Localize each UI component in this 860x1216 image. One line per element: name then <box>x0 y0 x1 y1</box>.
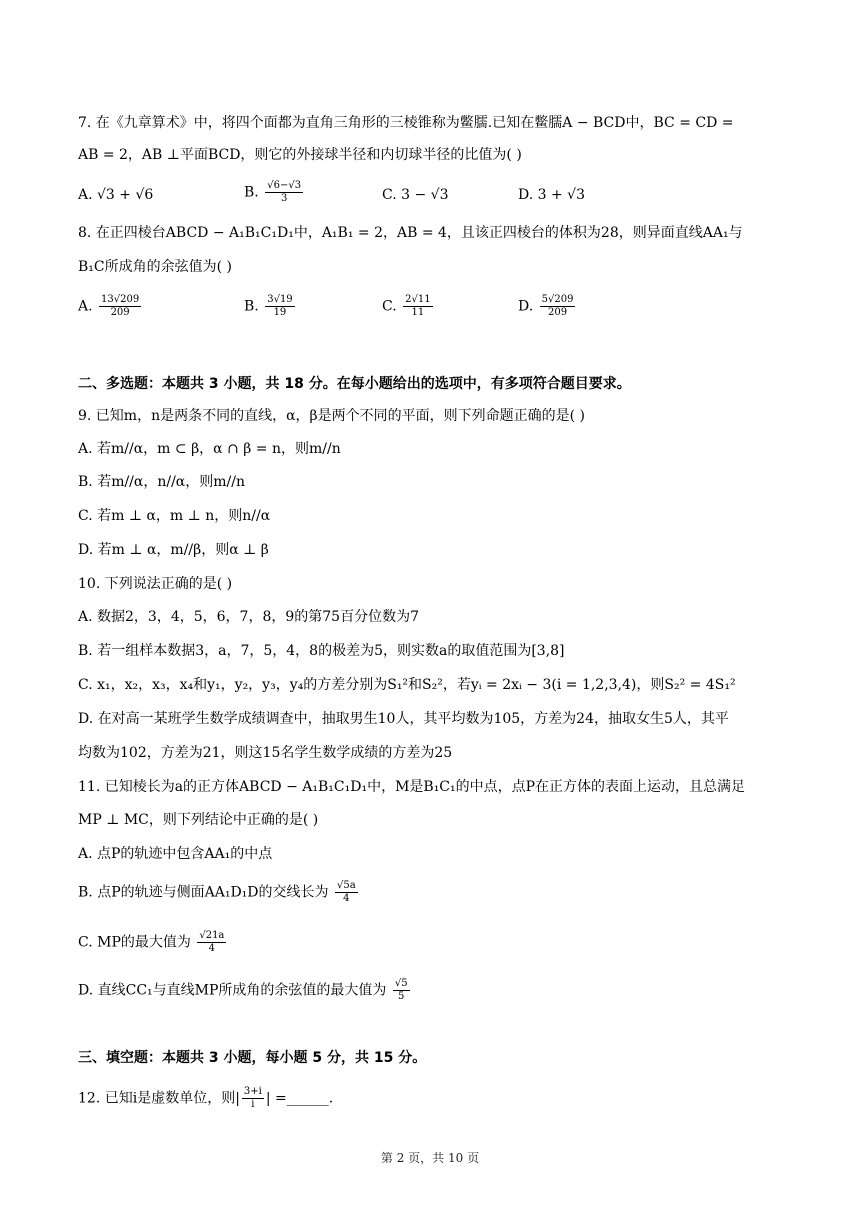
q9-option-b: B. 若m//α，n//α，则m//n <box>78 474 245 490</box>
section-heading-multiple-choice: 二、多选题：本题共 3 小题，共 18 分。在每小题给出的选项中，有多项符合题目要求。 <box>78 376 631 392</box>
fraction-numerator: 2√11 <box>405 294 431 305</box>
fraction-numerator: √5 <box>394 978 408 989</box>
q9-stem: 9. 已知m，n是两条不同的直线，α，β是两个不同的平面，则下列命题正确的是( ) <box>78 408 586 424</box>
fraction-numerator: 3+i <box>243 1086 262 1097</box>
q10-option-c: C. x₁，x₂，x₃，x₄和y₁，y₂，y₃，y₄的方差分别为S₁²和S₂²，若yᵢ = 2xᵢ − 3(i = 1,2,3,4)，则S₂² = 4S₁² <box>78 677 736 693</box>
q10-option-a: A. 数据2，3，4，5，6，7，8，9的第75百分位数为7 <box>78 609 419 625</box>
q7-option-b-fraction <box>265 180 303 205</box>
q11-option-c-fraction <box>197 930 226 955</box>
q8-stem-line2: B₁C所成角的余弦值为( ) <box>78 259 232 275</box>
q10-stem: 10. 下列说法正确的是( ) <box>78 576 233 592</box>
page-number: 第 2 页，共 10 页 <box>380 1151 480 1165</box>
q7-stem-line2: AB = 2，AB ⊥平面BCD，则它的外接球半径和内切球半径的比值为( ) <box>78 147 522 163</box>
fraction-denominator: 5 <box>398 991 405 1002</box>
fraction-numerator: √5a <box>336 880 356 891</box>
q8-option-d-label: D. <box>518 298 534 315</box>
q9-option-a: A. 若m//α，m ⊂ β，α ∩ β = n，则m//n <box>78 441 341 457</box>
q8-option-b <box>244 294 297 319</box>
q8-option-c-label: C. <box>382 298 397 315</box>
q8-option-a-fraction <box>99 294 141 319</box>
q8-option-a <box>78 294 143 319</box>
fraction-denominator: 4 <box>208 943 216 954</box>
fraction-denominator: 209 <box>548 307 568 318</box>
q7-option-a: A. √3 + √6 <box>78 187 154 203</box>
q9-option-d: D. 若m ⊥ α，m//β，则α ⊥ β <box>78 542 269 558</box>
fraction-denominator: i <box>251 1099 255 1110</box>
fraction-numerator: 3√19 <box>267 294 293 305</box>
q11-option-d <box>78 978 412 1003</box>
q11-stem-line2: MP ⊥ MC，则下列结论中正确的是( ) <box>78 812 319 828</box>
q7-option-b <box>244 180 305 205</box>
q12-stem-suffix: | =______. <box>265 1090 334 1107</box>
q8-option-c-fraction <box>403 294 432 319</box>
q8-option-b-label: B. <box>244 298 259 315</box>
fraction-denominator: 11 <box>411 307 425 318</box>
q8-option-d <box>518 294 577 319</box>
q7-stem-line1: 7. 在《九章算术》中，将四个面都为直角三角形的三棱锥称为鳖臑.已知在鳖臑A − BCD中，BC = CD = <box>78 115 734 131</box>
q11-option-c <box>78 930 228 955</box>
q7-option-c: C. 3 − √3 <box>382 187 449 203</box>
q8-option-b-fraction <box>265 294 294 319</box>
q12-stem <box>78 1086 333 1111</box>
section-heading-fill-in: 三、填空题：本题共 3 小题，每小题 5 分，共 15 分。 <box>78 1050 427 1066</box>
q11-option-b-fraction <box>335 880 358 905</box>
fraction-denominator: 3 <box>280 193 288 204</box>
fraction-denominator: 4 <box>343 893 350 904</box>
q11-option-d-text: D. 直线CC₁与直线MP所成角的余弦值的最大值为 <box>78 982 387 999</box>
q10-option-d-line1: D. 在对高一某班学生数学成绩调查中，抽取男生10人，其平均数为105，方差为24，抽取女生5人，其平 <box>78 711 729 727</box>
q7-option-b-label: B. <box>244 184 259 201</box>
q7-option-d: D. 3 + √3 <box>518 187 585 203</box>
q10-option-b: B. 若一组样本数据3，a，7，5，4，8的极差为5，则实数a的取值范围为[3,8] <box>78 643 565 659</box>
q12-stem-prefix: 12. 已知i是虚数单位，则| <box>78 1090 240 1107</box>
q10-option-d-line2: 均数为102，方差为21，则这15名学生数学成绩的方差为25 <box>78 745 453 761</box>
q11-option-d-fraction <box>393 978 410 1003</box>
q9-option-c: C. 若m ⊥ α，m ⊥ n，则n//α <box>78 508 271 524</box>
q8-option-c <box>382 294 435 319</box>
q11-option-c-text: C. MP的最大值为 <box>78 934 191 951</box>
fraction-denominator: 209 <box>110 307 130 318</box>
fraction-denominator: 19 <box>273 307 287 318</box>
q8-stem-line1: 8. 在正四棱台ABCD − A₁B₁C₁D₁中，A₁B₁ = 2，AB = 4，且该正四棱台的体积为28，则异面直线AA₁与 <box>78 225 743 241</box>
fraction-numerator: √21a <box>199 930 225 941</box>
q11-option-a: A. 点P的轨迹中包含AA₁的中点 <box>78 846 273 862</box>
q11-option-b <box>78 880 360 905</box>
q8-option-a-label: A. <box>78 298 93 315</box>
q11-stem-line1: 11. 已知棱长为a的正方体ABCD − A₁B₁C₁D₁中，M是B₁C₁的中点，点P在正方体的表面上运动，且总满足 <box>78 779 746 795</box>
fraction-numerator: 5√209 <box>541 294 574 305</box>
fraction-numerator: √6−√3 <box>267 180 302 191</box>
q8-option-d-fraction <box>540 294 576 319</box>
fraction-numerator: 13√209 <box>101 294 140 305</box>
q12-fraction <box>242 1086 264 1111</box>
q11-option-b-text: B. 点P的轨迹与侧面AA₁D₁D的交线长为 <box>78 884 329 901</box>
